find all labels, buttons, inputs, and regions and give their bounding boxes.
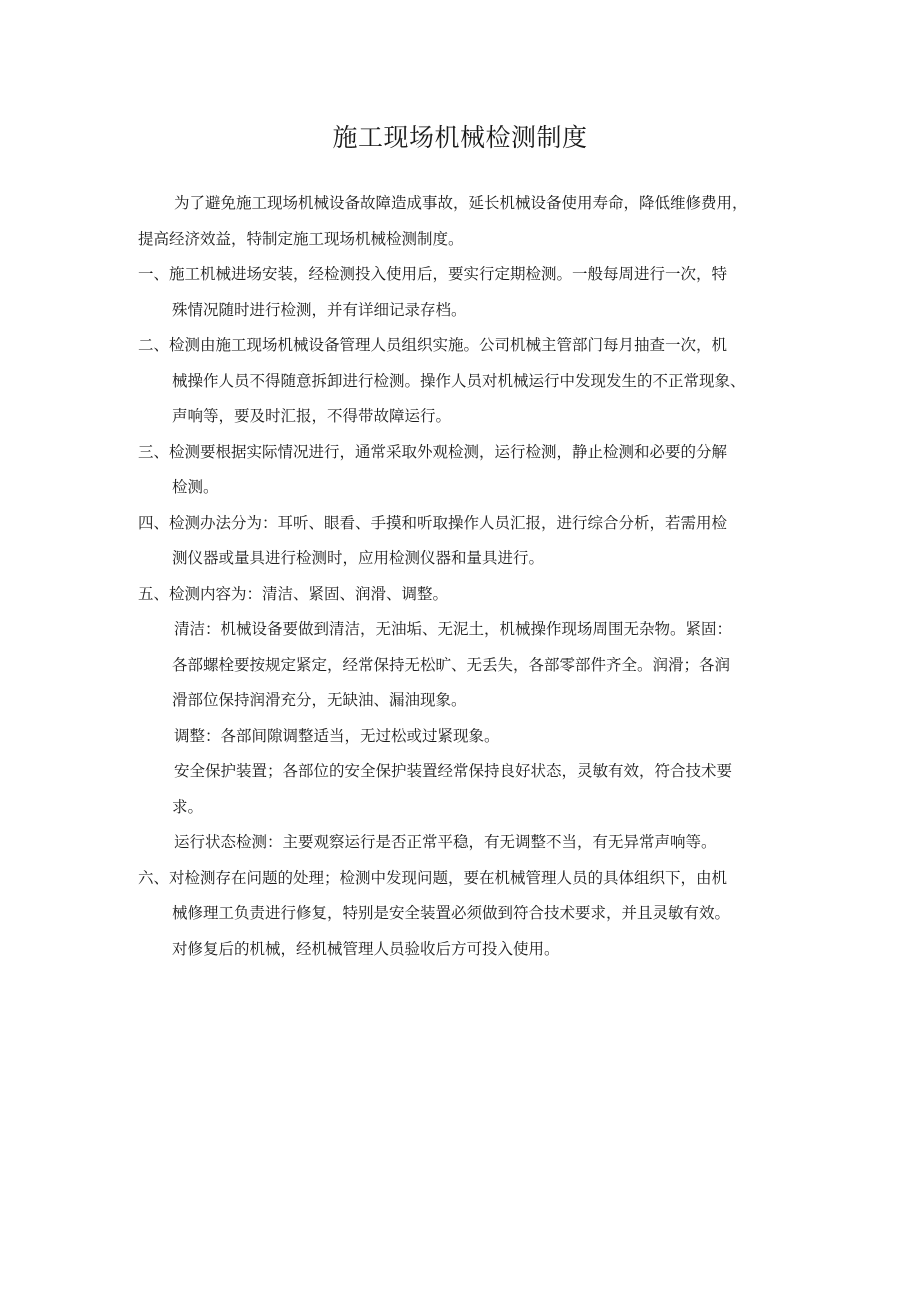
body-line: 安全保护装置；各部位的安全保护装置经常保持良好状态，灵敏有效，符合技术要 <box>174 762 733 780</box>
document-body <box>138 186 798 967</box>
body-line: 调整：各部间隙调整适当，无过松或过紧现象。 <box>174 726 500 745</box>
body-line: 求。 <box>172 797 204 816</box>
body-line: 殊情况随时进行检测，并有详细记录存档。 <box>172 300 467 319</box>
body-line: 械操作人员不得随意拆卸进行检测。操作人员对机械运行中发现发生的不正常现象、 <box>172 371 746 390</box>
body-line: 测仪器或量具进行检测时，应用检测仪器和量具进行。 <box>172 549 545 567</box>
body-line: 清洁：机械设备要做到清洁，无油垢、无泥土，机械操作现场周围无杂物。紧固： <box>174 620 733 638</box>
body-line: 滑部位保持润滑充分，无缺油、漏油现象。 <box>172 691 467 709</box>
body-line: 各部螺栓要按规定紧定，经常保持无松旷、无丢失，各部零部件齐全。润滑；各润 <box>172 655 731 674</box>
body-line: 检测。 <box>172 478 219 496</box>
body-line: 为了避免施工现场机械设备故障造成事故，延长机械设备使用寿命，降低维修费用， <box>174 194 748 212</box>
body-line: 提高经济效益，特制定施工现场机械检测制度。 <box>138 229 464 248</box>
body-line: 一、施工机械进场安装，经检测投入使用后，要实行定期检测。一般每周进行一次，特 <box>138 265 728 283</box>
body-line: 三、检测要根据实际情况进行，通常采取外观检测，运行检测，静止检测和必要的分解 <box>138 442 728 461</box>
body-line: 械修理工负责进行修复，特别是安全装置必须做到符合技术要求，并且灵敏有效。 <box>172 904 731 922</box>
body-line: 四、检测办法分为：耳听、眼看、手摸和听取操作人员汇报，进行综合分析，若需用检 <box>138 513 728 532</box>
body-line: 五、检测内容为：清洁、紧固、润滑、调整。 <box>138 584 449 603</box>
body-line: 运行状态检测：主要观察运行是否正常平稳，有无调整不当，有无异常声响等。 <box>174 833 717 851</box>
document-title: 施工现场机械检测制度 <box>332 123 588 152</box>
body-line: 二、检测由施工现场机械设备管理人员组织实施。公司机械主管部门每月抽查一次，机 <box>138 336 728 354</box>
body-line: 对修复后的机械，经机械管理人员验收后方可投入使用。 <box>172 939 560 958</box>
body-line: 六、对检测存在问题的处理；检测中发现问题，要在机械管理人员的具体组织下，由机 <box>138 868 728 887</box>
body-line: 声响等，要及时汇报，不得带故障运行。 <box>172 407 452 425</box>
